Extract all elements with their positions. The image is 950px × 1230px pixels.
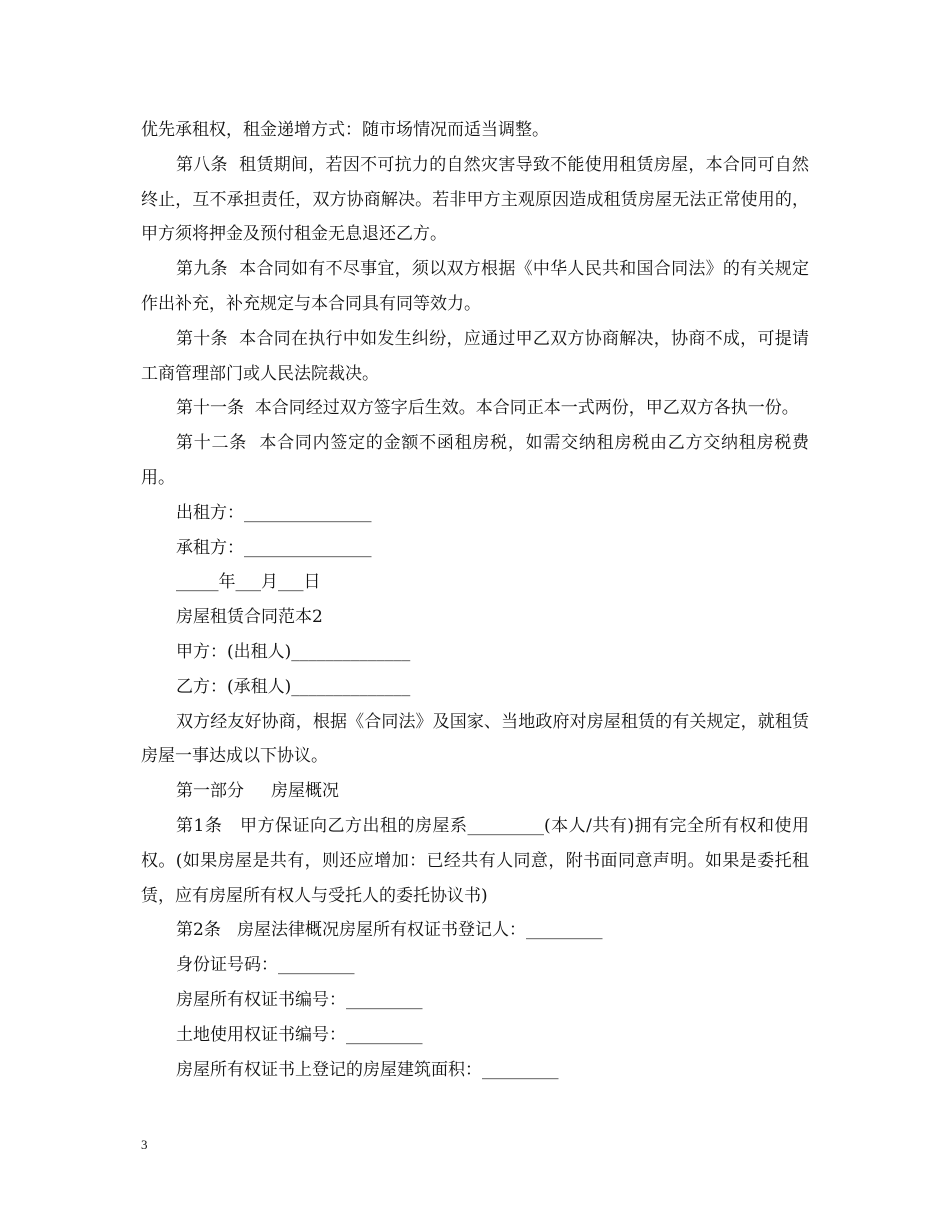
paragraph: 双方经友好协商，根据《合同法》及国家、当地政府对房屋租赁的有关规定，就租赁房屋一事达成以下协议。 <box>141 711 809 767</box>
paragraph: 第十一条 本合同经过双方签字后生效。本合同正本一式两份，甲乙双方各执一份。 <box>176 398 799 419</box>
paragraph: 第八条 租赁期间，若因不可抗力的自然灾害导致不能使用租赁房屋，本合同可自然终止，互不承担责任，双方协商解决。若非甲方主观原因造成租赁房屋无法正常使用的，甲方须将押金及预付租金无息退还乙方。 <box>141 154 809 245</box>
date-line: _____年___月___日 <box>176 572 321 593</box>
party-a-line: 甲方：(出租人)______________ <box>176 641 411 662</box>
form-field-line: 房屋所有权证书编号：_________ <box>176 989 423 1010</box>
paragraph: 第十条 本合同在执行中如发生纠纷，应通过甲乙双方协商解决，协商不成，可提请工商管理部门或人民法院裁决。 <box>141 328 809 384</box>
lessor-signature-line: 出租方：_______________ <box>176 502 372 523</box>
page-number: 3 <box>141 1137 148 1152</box>
lessee-signature-line: 承租方：_______________ <box>176 537 372 558</box>
document-body <box>141 113 809 1087</box>
form-field-line: 房屋所有权证书上登记的房屋建筑面积：_________ <box>176 1059 559 1080</box>
part-heading: 第一部分 房屋概况 <box>176 781 340 802</box>
paragraph: 第十二条 本合同内签定的金额不函租房税，如需交纳租房税由乙方交纳租房税费用。 <box>141 433 809 488</box>
paragraph: 优先承租权，租金递增方式：随市场情况而适当调整。 <box>141 120 549 140</box>
form-field-line: 身份证号码：_________ <box>176 955 355 976</box>
paragraph: 第2条 房屋法律概况房屋所有权证书登记人：_________ <box>176 920 603 941</box>
paragraph: 第1条 甲方保证向乙方出租的房屋系_________(本人/共有)拥有完全所有权和使用权。(如果房屋是共有，则还应增加：已经共有人同意，附书面同意声明。如果是委托租赁，应有房屋所有权人与受托人的委托协议书) <box>141 815 809 906</box>
party-b-line: 乙方：(承租人)______________ <box>176 676 411 697</box>
form-field-line: 土地使用权证书编号：_________ <box>176 1024 423 1045</box>
paragraph: 第九条 本合同如有不尽事宜，须以双方根据《中华人民共和国合同法》的有关规定作出补充，补充规定与本合同具有同等效力。 <box>141 259 809 314</box>
section-title: 房屋租赁合同范本2 <box>176 607 323 628</box>
